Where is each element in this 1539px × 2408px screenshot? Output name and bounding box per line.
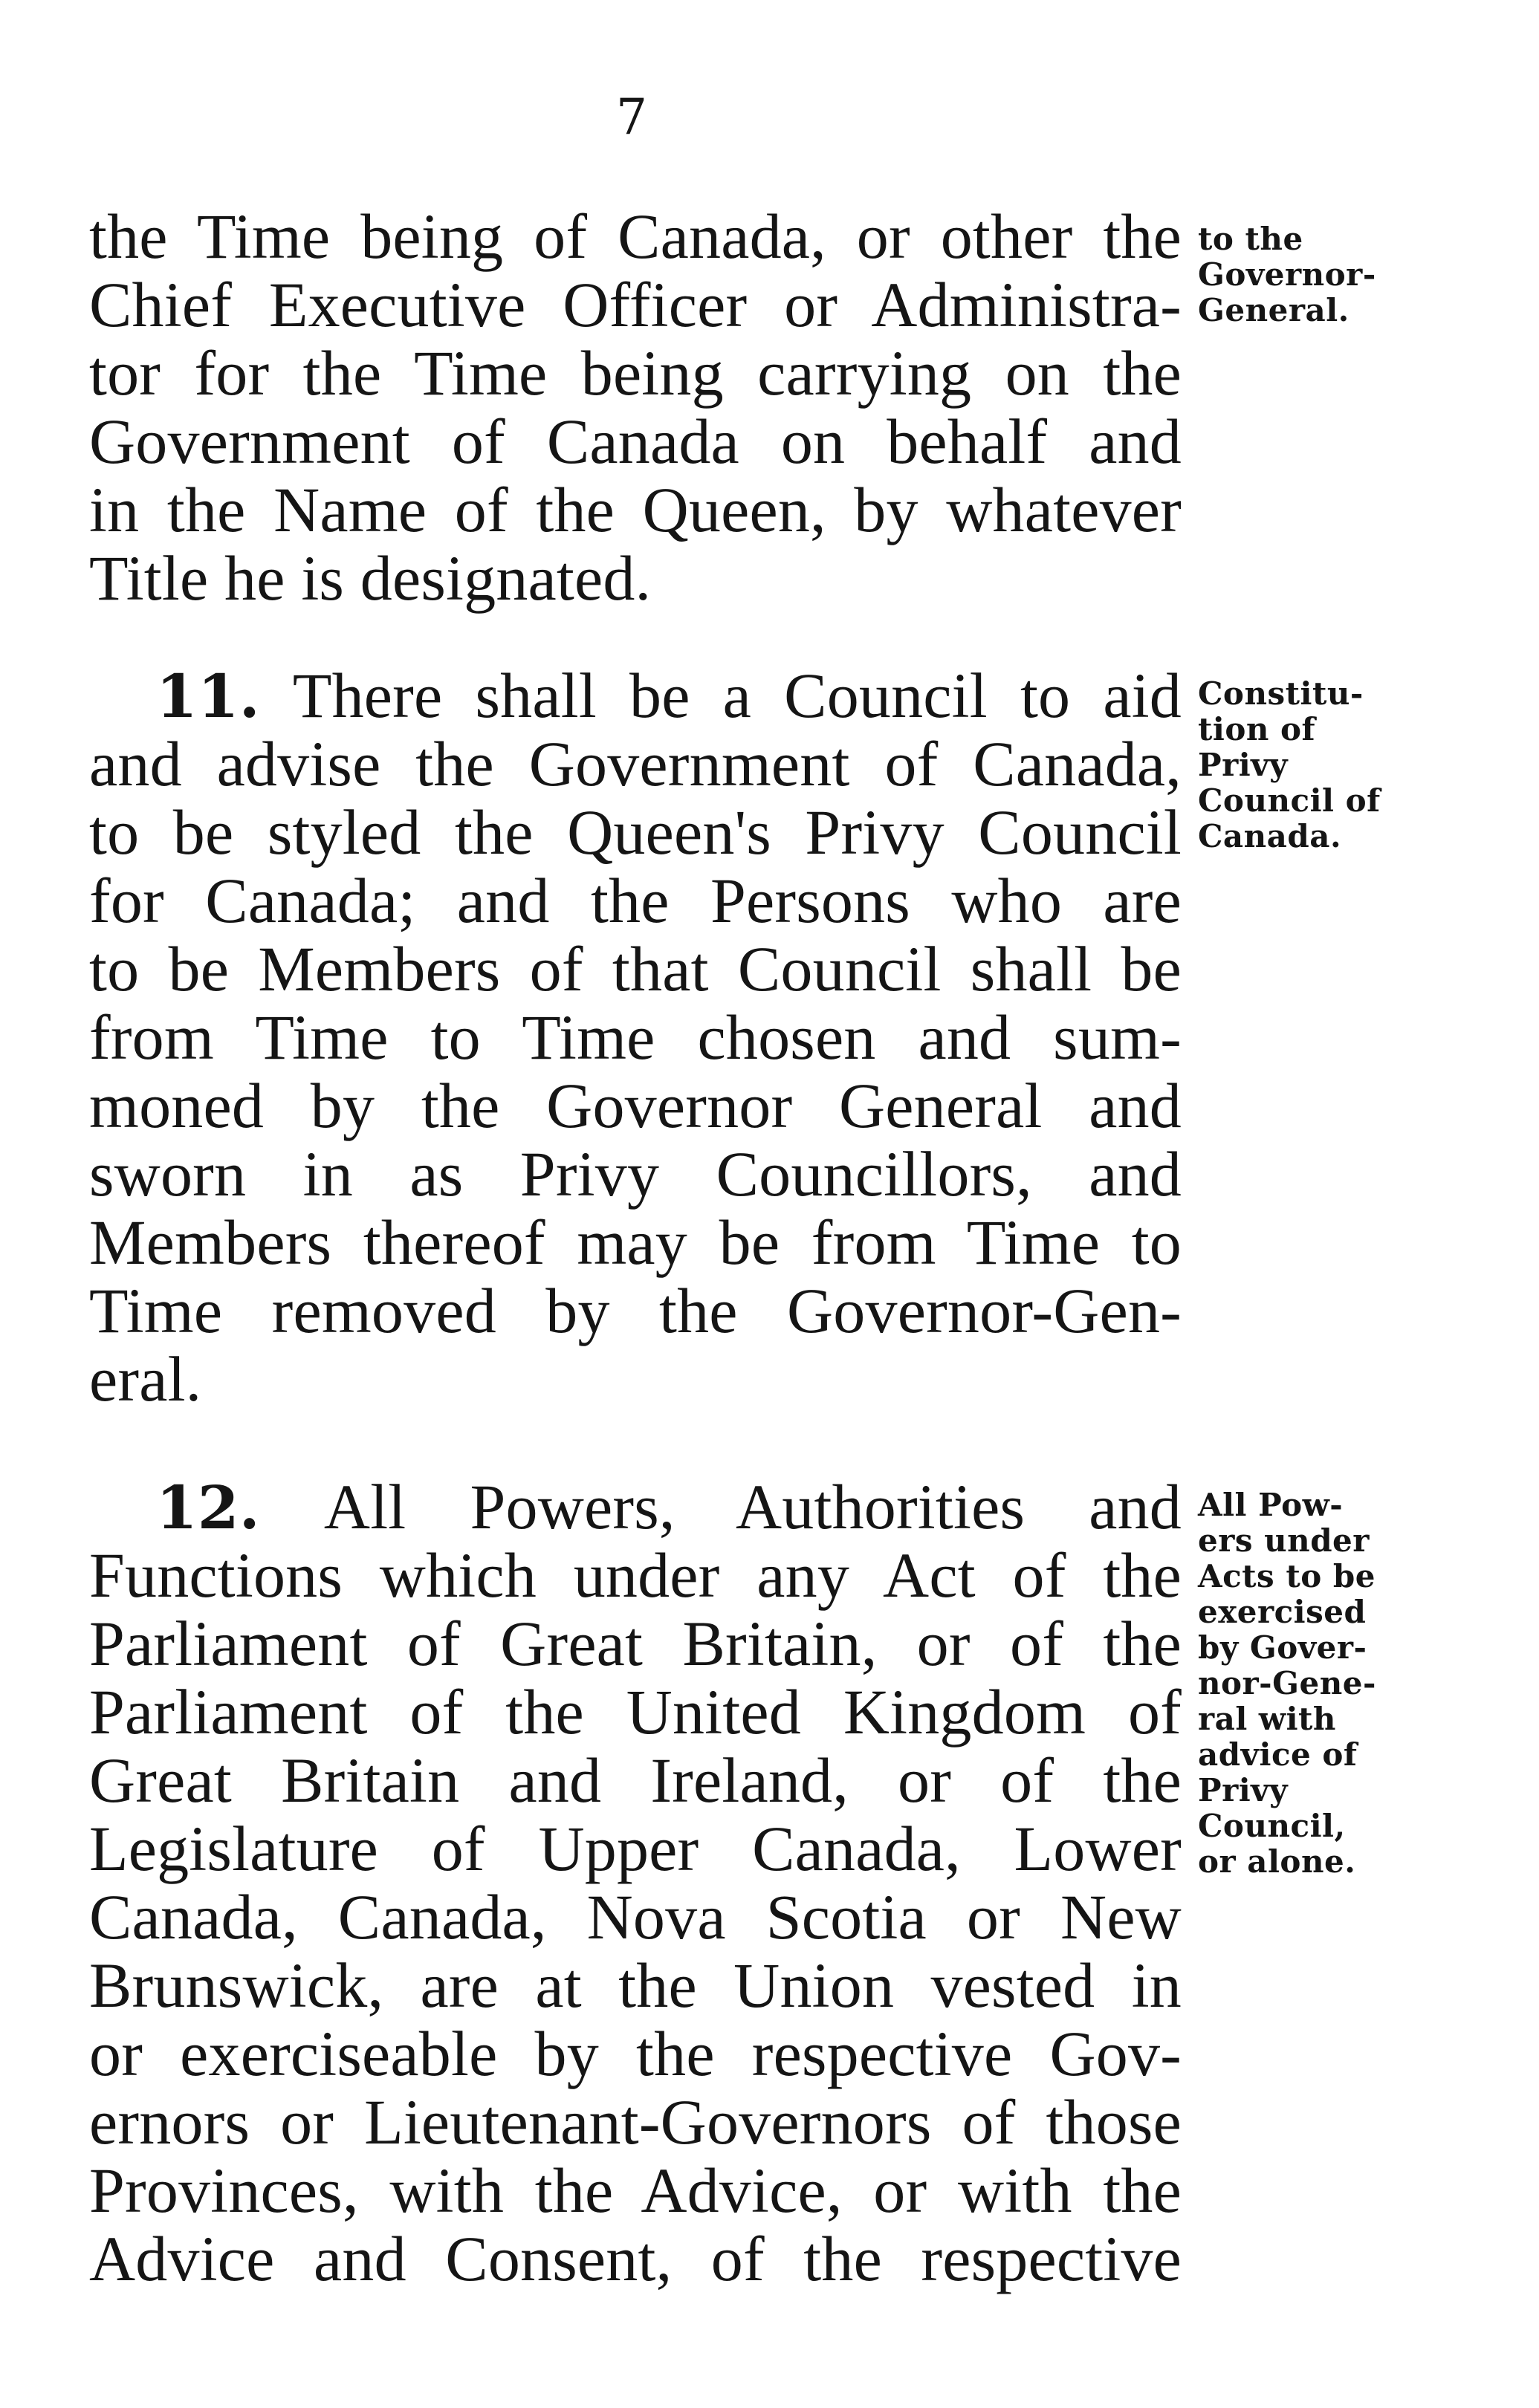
text-line: Advice and Consent, of the respective [89, 2223, 1182, 2294]
text-line: Functions which under any Act of the [89, 1539, 1182, 1611]
text-line: Government of Canada on behalf and [89, 406, 1182, 477]
margin-note-line: exercised [1198, 1594, 1367, 1630]
margin-note-line: advice of [1198, 1736, 1358, 1773]
margin-note-governor-general [1198, 221, 1480, 328]
page-number: 7 [616, 88, 647, 146]
margin-note-line: ers under [1198, 1522, 1370, 1559]
text-line: and advise the Government of Canada, [89, 728, 1182, 799]
margin-note-line: by Gover- [1198, 1629, 1367, 1666]
margin-note-privy-council [1198, 676, 1480, 854]
margin-note-line: Privy [1198, 747, 1288, 783]
section-text: There shall be a Council to aid [292, 660, 1182, 731]
margin-note-line: Canada. [1198, 818, 1342, 854]
section-text: All Powers, Authorities and [323, 1471, 1182, 1542]
text-line: Title he is designated. [89, 542, 652, 614]
section-number: 11. [156, 661, 260, 731]
text-line: eral. [89, 1343, 202, 1415]
margin-note-line: Constitu- [1198, 675, 1364, 712]
section-12-first-line [89, 1473, 1182, 1541]
text-line: Provinces, with the Advice, or with the [89, 2155, 1182, 2226]
margin-note-line: nor-Gene- [1198, 1665, 1376, 1701]
text-line: ernors or Lieutenant-Governors of those [89, 2086, 1182, 2158]
text-line: Canada, Canada, Nova Scotia or New [89, 1881, 1182, 1953]
margin-note-line: Council, [1198, 1808, 1346, 1844]
text-line: Parliament of the United Kingdom of [89, 1676, 1182, 1747]
section-11-first-line [89, 661, 1182, 730]
margin-note-line: Privy [1198, 1772, 1288, 1808]
margin-note-line: tion of [1198, 711, 1316, 747]
text-line: from Time to Time chosen and sum- [89, 1002, 1182, 1073]
text-line: Legislature of Upper Canada, Lower [89, 1813, 1182, 1884]
margin-note-line: All Pow- [1198, 1487, 1344, 1523]
margin-note-line: Governor- [1198, 256, 1376, 293]
margin-note-line: ral with [1198, 1701, 1336, 1737]
text-line: moned by the Governor General and [89, 1070, 1182, 1141]
margin-note-line: Acts to be [1198, 1558, 1376, 1594]
continuation-paragraph [89, 202, 1182, 612]
text-line: tor for the Time being carrying on the [89, 337, 1182, 409]
text-line: Brunswick, are at the Union vested in [89, 1950, 1182, 2021]
text-line: to be styled the Queen's Privy Council [89, 796, 1182, 868]
text-line: Time removed by the Governor-Gen- [89, 1275, 1182, 1346]
text-line: Parliament of Great Britain, or of the [89, 1608, 1182, 1679]
section-11 [89, 661, 1182, 1413]
margin-note-powers [1198, 1487, 1480, 1880]
text-line: Great Britain and Ireland, or of the [89, 1745, 1182, 1816]
text-line: or exerciseable by the respective Gov- [89, 2018, 1182, 2089]
text-line: Chief Executive Officer or Administra- [89, 269, 1182, 340]
text-line: Members thereof may be from Time to [89, 1207, 1182, 1278]
text-line: to be Members of that Council shall be [89, 933, 1182, 1005]
text-line: for Canada; and the Persons who are [89, 865, 1182, 936]
text-line: in the Name of the Queen, by whatever [89, 474, 1182, 545]
text-line: the Time being of Canada, or other the [89, 201, 1182, 272]
section-12 [89, 1473, 1182, 2293]
section-number: 12. [156, 1473, 260, 1542]
margin-note-line: or alone. [1198, 1843, 1356, 1880]
margin-note-line: to the [1198, 221, 1303, 257]
margin-note-line: General. [1198, 292, 1350, 328]
margin-note-line: Council of [1198, 782, 1381, 819]
text-line: sworn in as Privy Councillors, and [89, 1138, 1182, 1210]
